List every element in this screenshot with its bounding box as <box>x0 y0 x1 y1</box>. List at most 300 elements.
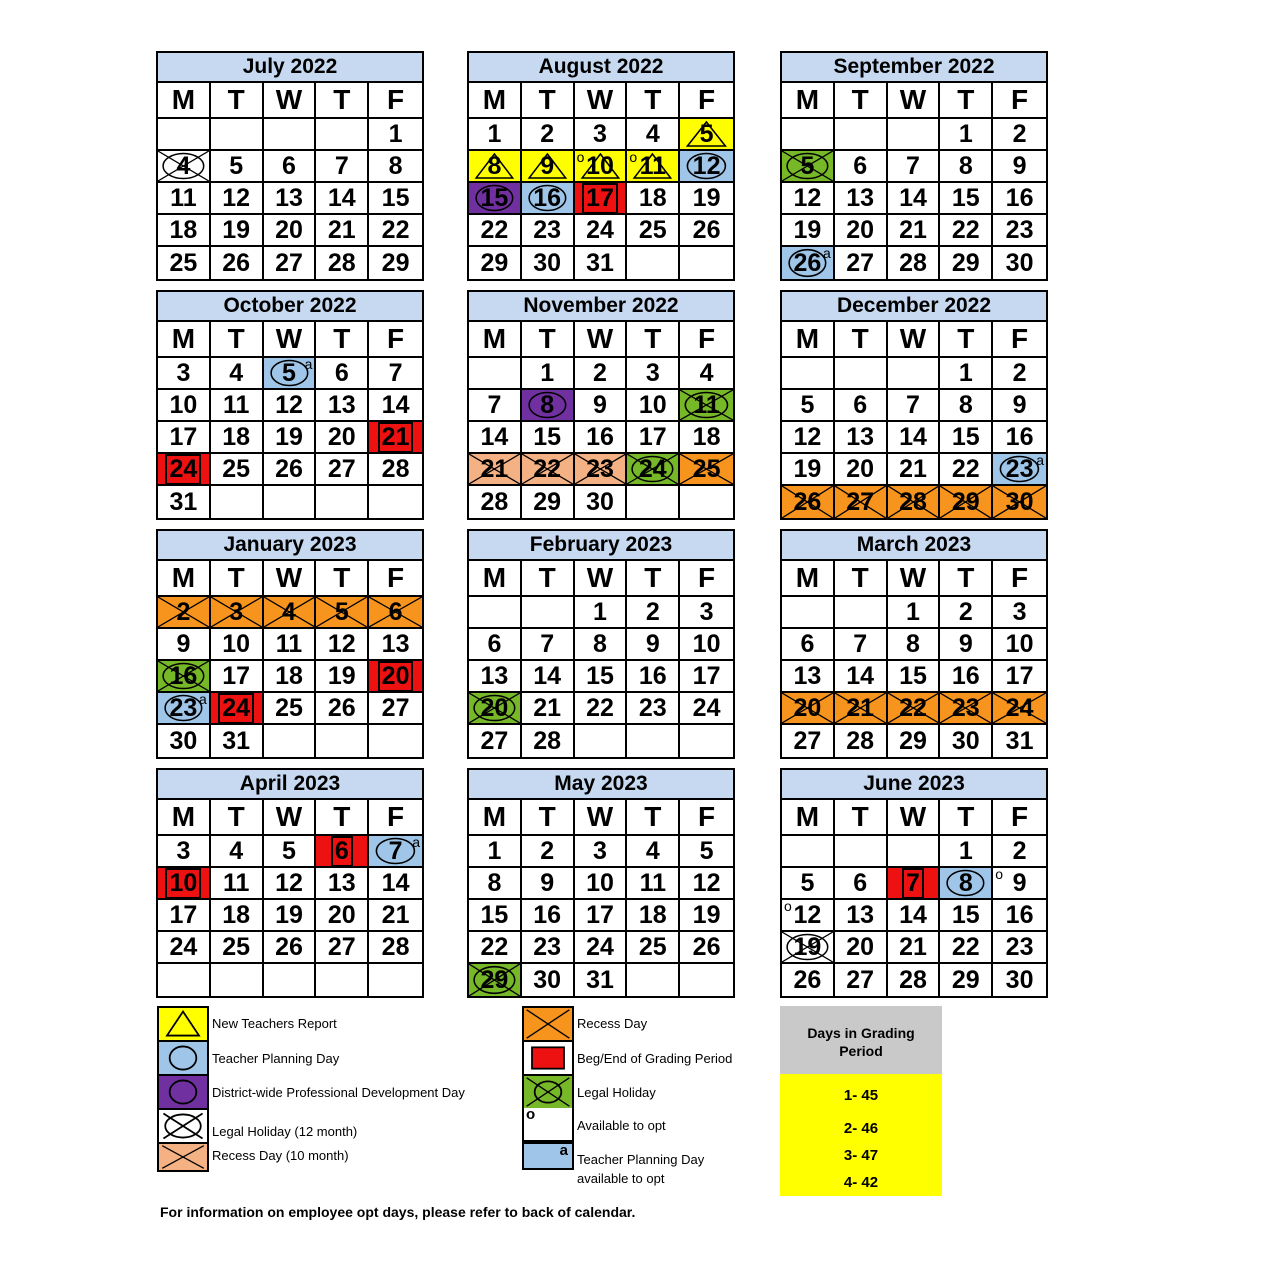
day-cell <box>627 247 680 279</box>
day-number: 14 <box>899 183 927 212</box>
day-number: 13 <box>793 661 822 690</box>
day-number: 4 <box>229 358 244 387</box>
day-number: 22 <box>480 215 509 244</box>
day-cell <box>782 900 835 932</box>
day-number: 1 <box>593 597 607 626</box>
day-number: 13 <box>381 629 410 658</box>
day-cell <box>369 693 422 725</box>
day-number: 9 <box>540 868 555 897</box>
day-cell <box>469 693 522 725</box>
day-number: 1 <box>388 119 403 148</box>
weekday-header: M <box>782 322 835 358</box>
day-number: 21 <box>899 932 927 961</box>
day-cell <box>522 215 575 247</box>
day-cell <box>369 629 422 661</box>
day-cell <box>469 422 522 454</box>
day-cell <box>993 693 1046 725</box>
day-cell <box>264 868 317 900</box>
weekday-header: T <box>522 322 575 358</box>
day-number: 21 <box>381 900 410 929</box>
day-number: 25 <box>692 454 721 483</box>
day-cell <box>316 629 369 661</box>
weekday-header: T <box>316 561 369 597</box>
day-cell <box>469 597 522 629</box>
day-cell <box>835 422 888 454</box>
day-cell <box>158 151 211 183</box>
day-cell <box>211 836 264 868</box>
day-number: 21 <box>899 454 927 483</box>
day-cell <box>522 868 575 900</box>
weekday-header: T <box>835 561 888 597</box>
day-number: 6 <box>853 868 868 897</box>
weekday-header: F <box>369 800 422 836</box>
day-cell <box>575 390 628 422</box>
day-cell <box>782 183 835 215</box>
day-number: 19 <box>275 900 303 929</box>
day-cell <box>264 454 317 486</box>
legend-swatch-available-opt <box>522 1108 574 1142</box>
month-grid <box>158 322 422 518</box>
day-number: 7 <box>388 358 403 387</box>
day-number: 7 <box>903 869 923 898</box>
day-number: 10 <box>166 869 200 898</box>
weekday-header: F <box>993 322 1046 358</box>
day-number: 23 <box>951 693 980 722</box>
day-number: 16 <box>1005 183 1034 212</box>
day-number: 11 <box>222 390 250 419</box>
day-cell <box>158 964 211 996</box>
day-cell <box>888 868 941 900</box>
day-cell <box>680 964 733 996</box>
day-cell <box>888 597 941 629</box>
day-number: 14 <box>533 661 562 690</box>
day-number: 14 <box>381 868 410 897</box>
day-number: 12 <box>222 183 251 212</box>
day-number: 12 <box>793 900 822 929</box>
day-number: 15 <box>586 661 614 690</box>
day-cell <box>211 422 264 454</box>
day-cell <box>264 597 317 629</box>
day-cell <box>782 661 835 693</box>
day-number: 6 <box>334 358 349 387</box>
day-cell <box>888 661 941 693</box>
month-title: November 2022 <box>469 292 733 322</box>
weekday-header: F <box>680 561 733 597</box>
day-cell <box>158 836 211 868</box>
day-cell <box>469 151 522 183</box>
day-cell <box>369 486 422 518</box>
day-cell <box>888 151 941 183</box>
day-cell <box>469 836 522 868</box>
day-number: 4 <box>229 836 244 865</box>
day-cell <box>680 486 733 518</box>
weekday-header: M <box>158 800 211 836</box>
opt-mark-o: o <box>576 149 585 165</box>
weekday-header: M <box>469 561 522 597</box>
day-cell <box>680 454 733 486</box>
day-cell <box>888 247 941 279</box>
day-cell <box>940 661 993 693</box>
day-number: 1 <box>540 358 555 387</box>
day-cell <box>211 725 264 757</box>
day-cell <box>835 661 888 693</box>
day-number: 17 <box>169 422 198 451</box>
day-cell <box>369 964 422 996</box>
weekday-header: W <box>888 322 941 358</box>
day-number: 30 <box>1005 965 1034 994</box>
day-number: 10 <box>586 151 614 180</box>
day-cell <box>940 183 993 215</box>
day-cell <box>993 868 1046 900</box>
day-number: 15 <box>381 183 410 212</box>
day-cell <box>940 119 993 151</box>
day-number: 16 <box>1005 900 1034 929</box>
day-number: 24 <box>166 455 200 484</box>
weekday-header: W <box>888 800 941 836</box>
day-number: 10 <box>1005 629 1034 658</box>
day-number: 17 <box>692 661 721 690</box>
month-grid <box>782 561 1046 757</box>
day-number: 17 <box>1005 661 1034 690</box>
day-cell <box>158 358 211 390</box>
day-cell <box>264 422 317 454</box>
day-number: 24 <box>586 215 614 244</box>
day-cell <box>316 119 369 151</box>
legend-label-legal-holiday: Legal Holiday <box>577 1085 656 1100</box>
weekday-header: F <box>993 83 1046 119</box>
day-number: 22 <box>480 932 509 961</box>
day-number: 26 <box>327 693 356 722</box>
day-number: 1 <box>958 358 973 387</box>
day-number: 27 <box>381 693 410 722</box>
day-cell <box>782 215 835 247</box>
day-number: 11 <box>639 868 666 897</box>
day-number: 30 <box>533 248 562 277</box>
day-cell <box>264 247 317 279</box>
day-cell <box>940 725 993 757</box>
day-number: 26 <box>793 248 822 277</box>
weekday-header: M <box>782 561 835 597</box>
day-number: 20 <box>480 693 509 722</box>
weekday-header: M <box>158 561 211 597</box>
day-number: 3 <box>229 597 244 626</box>
day-cell <box>993 932 1046 964</box>
day-number: 13 <box>275 183 303 212</box>
day-number: 24 <box>219 694 253 723</box>
day-number: 14 <box>899 422 927 451</box>
day-cell <box>158 486 211 518</box>
day-cell <box>316 868 369 900</box>
month-title: June 2023 <box>782 770 1046 800</box>
day-cell <box>993 486 1046 518</box>
day-number: 5 <box>800 151 815 180</box>
day-number: 8 <box>487 151 502 180</box>
day-cell <box>680 358 733 390</box>
month-calendar <box>467 529 735 759</box>
month-grid <box>469 322 733 518</box>
day-cell <box>888 119 941 151</box>
day-cell <box>211 215 264 247</box>
day-cell <box>835 454 888 486</box>
day-cell <box>835 964 888 996</box>
weekday-header: F <box>680 800 733 836</box>
day-cell <box>835 486 888 518</box>
day-cell <box>158 725 211 757</box>
day-cell <box>369 119 422 151</box>
day-number: 11 <box>222 868 250 897</box>
weekday-header: T <box>627 322 680 358</box>
day-cell <box>888 932 941 964</box>
day-number: 31 <box>1005 726 1034 755</box>
month-title: January 2023 <box>158 531 422 561</box>
day-number: 23 <box>533 932 562 961</box>
day-number: 26 <box>692 215 721 244</box>
day-cell <box>993 597 1046 629</box>
weekday-header: F <box>680 83 733 119</box>
day-number: 19 <box>222 215 251 244</box>
day-cell <box>627 151 680 183</box>
day-cell <box>369 422 422 454</box>
day-cell <box>158 183 211 215</box>
day-number: 2 <box>645 597 660 626</box>
month-title: February 2023 <box>469 531 733 561</box>
day-cell <box>680 215 733 247</box>
weekday-header: M <box>158 83 211 119</box>
day-number: 21 <box>480 454 509 483</box>
day-cell <box>575 900 628 932</box>
day-number: 18 <box>169 215 198 244</box>
day-cell <box>211 151 264 183</box>
day-cell <box>316 215 369 247</box>
day-cell <box>835 119 888 151</box>
day-number: 18 <box>222 900 251 929</box>
day-number: 15 <box>533 422 562 451</box>
day-number: 13 <box>327 868 356 897</box>
planning-opt-mark: a <box>559 1142 568 1159</box>
day-number: 22 <box>899 693 927 722</box>
day-number: 7 <box>487 390 502 419</box>
day-cell <box>522 629 575 661</box>
month-grid <box>782 83 1046 279</box>
day-cell <box>575 358 628 390</box>
x-icon <box>159 1144 207 1170</box>
month-grid <box>158 561 422 757</box>
day-number: 7 <box>334 151 349 180</box>
day-cell <box>264 932 317 964</box>
weekday-header: T <box>627 561 680 597</box>
weekday-header: F <box>369 322 422 358</box>
legend-swatch-recess-10 <box>157 1142 209 1172</box>
day-cell <box>888 629 941 661</box>
day-number: 23 <box>169 693 198 722</box>
day-cell <box>993 725 1046 757</box>
legend-label-teacher-planning: Teacher Planning Day <box>212 1051 340 1066</box>
day-cell <box>316 900 369 932</box>
day-cell <box>575 119 628 151</box>
day-number: 29 <box>899 726 927 755</box>
day-number: 2 <box>1012 836 1027 865</box>
day-cell <box>993 836 1046 868</box>
day-cell <box>469 183 522 215</box>
day-cell <box>680 247 733 279</box>
day-cell <box>575 486 628 518</box>
day-number: 12 <box>692 868 721 897</box>
day-cell <box>369 215 422 247</box>
day-cell <box>316 836 369 868</box>
day-cell <box>888 390 941 422</box>
day-cell <box>940 454 993 486</box>
day-number: 8 <box>593 629 607 658</box>
day-number: 2 <box>540 836 555 865</box>
day-cell <box>627 725 680 757</box>
day-cell <box>782 725 835 757</box>
day-cell <box>627 964 680 996</box>
day-cell <box>575 964 628 996</box>
month-calendar <box>780 529 1048 759</box>
day-cell <box>211 964 264 996</box>
day-number: 12 <box>793 422 822 451</box>
day-number: 6 <box>388 597 403 626</box>
day-cell <box>469 486 522 518</box>
day-cell <box>469 119 522 151</box>
day-cell <box>575 693 628 725</box>
day-cell <box>264 693 317 725</box>
day-cell <box>993 247 1046 279</box>
day-number: 16 <box>169 661 198 690</box>
day-number: 14 <box>846 661 875 690</box>
day-cell <box>264 358 317 390</box>
day-number: 19 <box>793 932 822 961</box>
day-cell <box>680 183 733 215</box>
day-cell <box>264 900 317 932</box>
legend-label-grading-period: Beg/End of Grading Period <box>577 1051 733 1066</box>
day-cell <box>158 629 211 661</box>
day-cell <box>469 390 522 422</box>
day-number: 8 <box>958 868 973 897</box>
grading-title-line2: Period <box>839 1043 883 1059</box>
day-cell <box>264 629 317 661</box>
day-cell <box>940 629 993 661</box>
day-cell <box>888 183 941 215</box>
month-calendar <box>780 290 1048 520</box>
triangle-icon <box>159 1008 207 1040</box>
day-number: 5 <box>800 390 815 419</box>
day-cell <box>522 358 575 390</box>
day-number: 24 <box>169 932 198 961</box>
day-cell <box>940 868 993 900</box>
weekday-header: T <box>316 800 369 836</box>
day-cell <box>575 932 628 964</box>
day-number: 24 <box>638 454 667 483</box>
weekday-header: W <box>575 561 628 597</box>
day-cell <box>835 597 888 629</box>
day-cell <box>835 900 888 932</box>
opt-mark-o: o <box>629 149 638 165</box>
day-number: 3 <box>593 836 607 865</box>
day-number: 7 <box>540 629 555 658</box>
day-cell <box>680 151 733 183</box>
day-number: 13 <box>846 183 875 212</box>
day-cell <box>940 422 993 454</box>
day-cell <box>316 725 369 757</box>
day-cell <box>522 964 575 996</box>
month-grid <box>158 83 422 279</box>
day-number: 25 <box>222 932 251 961</box>
month-calendar <box>156 290 424 520</box>
day-number: 30 <box>169 726 198 755</box>
month-calendar <box>156 51 424 281</box>
day-number: 29 <box>381 248 410 277</box>
legend-swatch-district-pd <box>157 1074 209 1110</box>
month-title: September 2022 <box>782 53 1046 83</box>
day-cell <box>211 597 264 629</box>
weekday-header: M <box>782 800 835 836</box>
weekday-header: W <box>575 83 628 119</box>
day-number: 8 <box>958 151 973 180</box>
day-cell <box>469 900 522 932</box>
circle-icon <box>159 1076 207 1108</box>
weekday-header: T <box>211 800 264 836</box>
month-title: October 2022 <box>158 292 422 322</box>
day-cell <box>469 358 522 390</box>
day-cell <box>680 836 733 868</box>
day-cell <box>522 247 575 279</box>
month-title: August 2022 <box>469 53 733 83</box>
day-cell <box>264 151 317 183</box>
day-cell <box>369 661 422 693</box>
day-cell <box>888 215 941 247</box>
day-cell <box>888 725 941 757</box>
legend-label-recess-10: Recess Day (10 month) <box>212 1148 349 1163</box>
day-number: 27 <box>327 454 356 483</box>
weekday-header: M <box>782 83 835 119</box>
day-cell <box>888 422 941 454</box>
day-number: 20 <box>846 932 875 961</box>
day-number: 19 <box>692 900 721 929</box>
day-number: 23 <box>1005 454 1034 483</box>
month-title: July 2022 <box>158 53 422 83</box>
day-number: 9 <box>1012 151 1027 180</box>
day-number: 18 <box>692 422 721 451</box>
day-number: 28 <box>327 248 356 277</box>
legend-label-planning-opt-2: available to opt <box>577 1171 665 1186</box>
day-number: 4 <box>645 119 660 148</box>
day-cell <box>369 836 422 868</box>
weekday-header: T <box>316 83 369 119</box>
legend-swatch-legal-holiday <box>522 1074 574 1110</box>
day-number: 22 <box>533 454 562 483</box>
day-cell <box>264 486 317 518</box>
day-number: 22 <box>951 932 980 961</box>
day-cell <box>835 183 888 215</box>
day-cell <box>522 661 575 693</box>
day-number: 19 <box>793 454 822 483</box>
day-cell <box>211 358 264 390</box>
day-cell <box>158 422 211 454</box>
day-number: 24 <box>692 693 721 722</box>
day-number: 3 <box>176 358 191 387</box>
day-number: 31 <box>586 965 614 994</box>
day-number: 22 <box>586 693 614 722</box>
legend-swatch-planning-opt <box>522 1142 574 1170</box>
day-cell <box>369 900 422 932</box>
day-cell <box>211 693 264 725</box>
day-cell <box>369 932 422 964</box>
day-cell <box>158 932 211 964</box>
grading-period-title <box>780 1006 942 1074</box>
day-cell <box>680 390 733 422</box>
day-number: 5 <box>699 836 714 865</box>
